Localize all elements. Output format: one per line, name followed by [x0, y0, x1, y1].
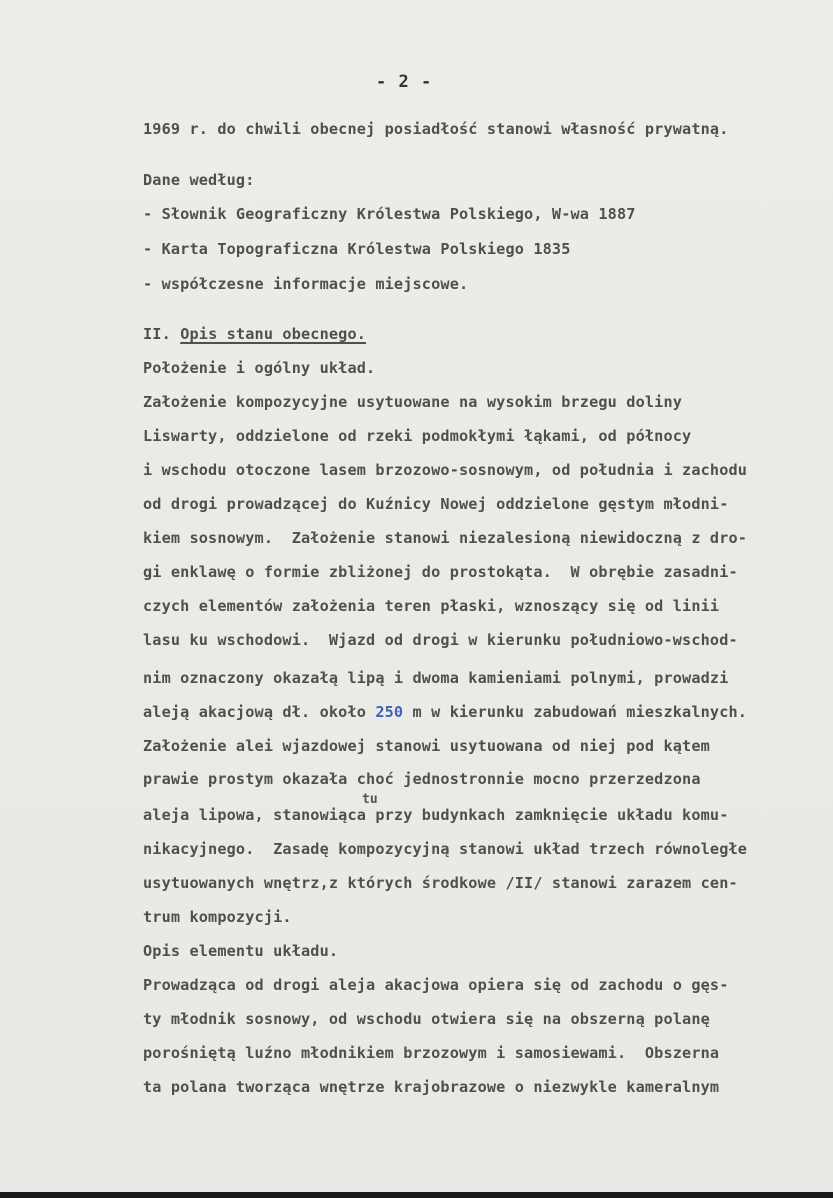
paragraph-line: od drogi prowadzącej do Kuźnicy Nowej oddzielone gęstym młodni- — [143, 495, 729, 513]
source-item: - Karta Topograficzna Królestwa Polskiego 1835 — [143, 240, 571, 258]
section-number: II. — [143, 325, 171, 343]
subheading-location: Położenie i ogólny układ. — [143, 359, 376, 377]
paragraph-line: ta polana tworząca wnętrze krajobrazowe o niezwykle kameralnym — [143, 1078, 720, 1096]
intro-line: 1969 r. do chwili obecnej posiadłość stanowi własność prywatną. — [143, 120, 729, 138]
paragraph-line: nim oznaczony okazałą lipą i dwoma kamieniami polnymi, prowadzi — [143, 669, 729, 687]
paragraph-line: czych elementów założenia teren płaski, wznoszący się od linii — [143, 597, 720, 615]
paragraph-line: usytuowanych wnętrz,z których środkowe /II/ stanowi zarazem cen- — [143, 874, 738, 892]
paragraph-line: lasu ku wschodowi. Wjazd od drogi w kierunku południowo-wschod- — [143, 631, 738, 649]
line-text: aleją akacjową dł. około — [143, 703, 376, 721]
paragraph-line: kiem sosnowym. Założenie stanowi niezalesioną niewidoczną z dro- — [143, 529, 748, 547]
insertion-mark: tu — [362, 792, 378, 807]
paragraph-line: Założenie kompozycyjne usytuowane na wysokim brzegu doliny — [143, 393, 683, 411]
sources-heading: Dane według: — [143, 171, 255, 189]
paragraph-line: porośniętą luźno młodnikiem brzozowym i samosiewami. Obszerna — [143, 1044, 720, 1062]
paragraph-line: trum kompozycji. — [143, 908, 292, 926]
paragraph-line: i wschodu otoczone lasem brzozowo-sosnowym, od południa i zachodu — [143, 461, 748, 479]
paragraph-line: Założenie alei wjazdowej stanowi usytuowana od niej pod kątem — [143, 737, 710, 755]
page-number: - 2 - — [376, 72, 433, 92]
source-item: - Słownik Geograficzny Królestwa Polskiego, W-wa 1887 — [143, 205, 636, 223]
source-item: - współczesne informacje miejscowe. — [143, 275, 469, 293]
paragraph-line: prawie prostym okazała choć jednostronnie mocno przerzedzona — [143, 770, 701, 788]
scan-bottom-edge — [0, 1192, 833, 1198]
subheading-elements: Opis elementu układu. — [143, 942, 339, 960]
paragraph-line: aleja lipowa, stanowiąca przy budynkach zamknięcie układu komu- — [143, 806, 729, 824]
paragraph-line: ty młodnik sosnowy, od wschodu otwiera się na obszerną polanę — [143, 1010, 710, 1028]
paragraph-line — [143, 703, 747, 721]
paragraph-line: Liswarty, oddzielone od rzeki podmokłymi łąkami, od północy — [143, 427, 692, 445]
paragraph-line: nikacyjnego. Zasadę kompozycyjną stanowi układ trzech równoległe — [143, 840, 748, 858]
section-title: Opis stanu obecnego. — [180, 325, 367, 343]
line-text: m w kierunku zabudowań mieszkalnych. — [403, 703, 748, 721]
paragraph-line: Prowadząca od drogi aleja akacjowa opiera się od zachodu o gęs- — [143, 976, 729, 994]
handwritten-number: 250 — [375, 703, 404, 721]
paragraph-line: gi enklawę o formie zbliżonej do prostokąta. W obrębie zasadni- — [143, 563, 738, 581]
section-heading — [143, 325, 366, 343]
